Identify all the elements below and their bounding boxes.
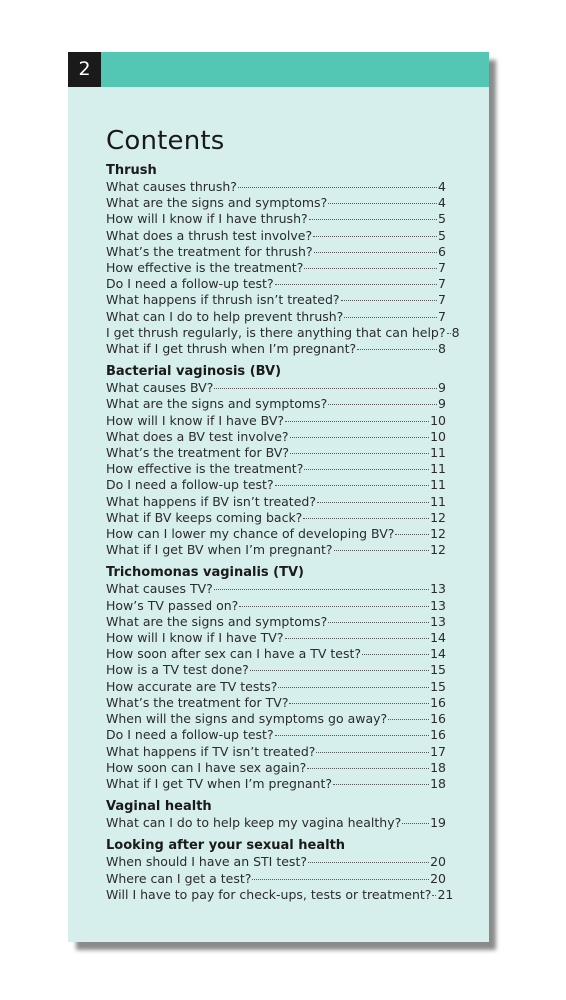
toc-entry[interactable] [106,445,446,461]
dot-leader [285,421,429,422]
toc-entry-page: 8 [451,324,460,340]
toc-entry-question: What does a BV test involve? [106,428,289,444]
toc-list [106,815,446,831]
toc-entry-page: 21 [437,886,454,902]
toc-section [106,837,454,903]
section-title: Looking after your sexual health [106,838,346,854]
toc-entry[interactable] [106,581,446,597]
toc-entry[interactable] [106,711,446,727]
dot-leader [290,437,430,438]
toc-entry-question: How soon can I have sex again? [106,759,307,775]
toc-entry-page: 13 [430,597,446,613]
toc-entry[interactable] [106,815,446,831]
dot-leader [328,622,429,623]
booklet-page [68,52,489,942]
dot-leader [316,752,429,753]
toc-entry-page: 20 [430,854,446,870]
toc-list [106,380,446,558]
toc-entry-page: 10 [430,412,446,428]
toc-entry-page: 9 [438,380,446,396]
section-title: Vaginal health [106,799,212,815]
toc-entry-page: 5 [438,227,446,243]
dot-leader [275,284,437,285]
dot-leader [362,654,429,655]
toc-entry-question: I get thrush regularly, is there anything that can help? [106,324,446,340]
toc-list [106,581,446,792]
toc-entry-page: 20 [430,870,446,886]
toc-entry-question: What causes BV? [106,380,214,396]
toc-entry-page: 12 [430,542,446,558]
toc-entry-question: Do I need a follow-up test? [106,727,274,743]
toc-sections [106,162,460,903]
page-title: Contents [106,126,225,156]
toc-entry-page: 12 [430,509,446,525]
toc-entry[interactable] [106,727,446,743]
toc-entry-page: 8 [438,341,446,357]
toc-entry[interactable] [106,396,446,412]
dot-leader [402,823,429,824]
toc-entry-question: What’s the treatment for thrush? [106,243,313,259]
toc-entry-page: 17 [430,743,446,759]
toc-entry-question: What if I get thrush when I’m pregnant? [106,341,357,357]
toc-entry-question: How effective is the treatment? [106,260,304,276]
toc-entry-page: 18 [430,759,446,775]
toc-entry-question: How will I know if I have thrush? [106,211,308,227]
toc-entry-question: How accurate are TV tests? [106,678,278,694]
dot-leader [388,719,429,720]
dot-leader [250,670,429,671]
toc-entry[interactable] [106,662,446,678]
toc-entry-question: What happens if BV isn’t treated? [106,493,316,509]
toc-entry-question: What are the signs and symptoms? [106,195,328,211]
toc-entry-page: 13 [430,613,446,629]
toc-entry-question: What if I get TV when I’m pregnant? [106,775,332,791]
dot-leader [308,862,429,863]
toc-entry-question: What causes thrush? [106,179,237,194]
toc-section [106,798,446,831]
dot-leader [307,768,429,769]
toc-entry-question: Will I have to pay for check-ups, tests or treatment? [106,886,432,902]
dot-leader [344,317,437,318]
toc-entry-question: How soon after sex can I have a TV test? [106,646,362,662]
toc-entry-question: Do I need a follow-up test? [106,276,274,292]
toc-entry-page: 7 [438,308,446,324]
toc-entry-question: How can I lower my chance of developing BV? [106,526,395,542]
dot-leader [341,300,437,301]
header-bar [68,52,489,87]
toc-entry-question: How is a TV test done? [106,662,249,678]
toc-entry-page: 5 [438,211,446,227]
toc-entry[interactable] [106,380,446,396]
toc-entry[interactable] [106,542,446,558]
toc-entry[interactable] [106,886,454,903]
toc-entry-page: 16 [430,694,446,710]
section-title: Bacterial vaginosis (BV) [106,364,282,380]
dot-leader [275,735,429,736]
toc-entry-page: 7 [438,292,446,308]
toc-entry-page: 4 [438,195,446,211]
toc-entry[interactable] [106,292,446,308]
toc-entry-page: 16 [430,727,446,743]
toc-entry[interactable] [106,510,446,526]
toc-entry-page: 10 [430,428,446,444]
toc-entry[interactable] [106,195,446,211]
toc-entry-page: 11 [430,477,446,493]
toc-entry[interactable] [106,260,446,276]
toc-entry-page: 14 [430,630,446,646]
toc-entry-page: 7 [438,276,446,292]
dot-leader [447,333,451,334]
toc-section [106,162,460,357]
toc-entry-page: 11 [430,445,446,461]
toc-entry[interactable] [106,413,446,429]
dot-leader [285,638,430,639]
dot-leader [252,879,429,880]
toc-entry[interactable] [106,679,446,695]
toc-entry[interactable] [106,244,446,260]
dot-leader [278,687,429,688]
dot-leader [328,404,437,405]
dot-leader [333,784,429,785]
dot-leader [328,203,437,204]
dot-leader [275,485,429,486]
dot-leader [432,895,436,896]
toc-entry-question: What are the signs and symptoms? [106,396,328,412]
toc-entry[interactable] [106,744,446,760]
toc-entry-question: When will the signs and symptoms go away? [106,711,388,727]
dot-leader [304,268,437,269]
dot-leader [290,453,429,454]
toc-entry[interactable] [106,309,446,325]
toc-entry-question: How’s TV passed on? [106,597,239,613]
toc-entry-question: How will I know if I have TV? [106,630,284,646]
toc-entry-question: Do I need a follow-up test? [106,477,274,493]
dot-leader [238,187,437,188]
toc-list [106,854,454,903]
toc-entry-page: 13 [430,581,446,597]
toc-entry-question: How effective is the treatment? [106,461,304,477]
toc-entry[interactable] [106,871,446,887]
dot-leader [395,534,429,535]
toc-entry-page: 4 [438,179,446,194]
toc-entry-page: 19 [430,815,446,831]
toc-entry-page: 6 [438,243,446,259]
toc-entry-page: 9 [438,396,446,412]
toc-entry[interactable] [106,854,446,870]
toc-entry-page: 14 [430,646,446,662]
dot-leader [239,606,429,607]
page-number: 2 [68,52,101,87]
toc-entry-question: What’s the treatment for TV? [106,694,289,710]
toc-entry-question: Where can I get a test? [106,870,252,886]
toc-entry-question: What happens if TV isn’t treated? [106,743,316,759]
toc-entry-question: What can I do to help keep my vagina healthy? [106,815,402,831]
dot-leader [317,502,429,503]
dot-leader [304,469,429,470]
toc-entry-page: 15 [430,678,446,694]
toc-entry-question: What can I do to help prevent thrush? [106,308,344,324]
toc-entry[interactable] [106,760,446,776]
toc-entry[interactable] [106,630,446,646]
dot-leader [309,219,437,220]
toc-entry-page: 18 [430,775,446,791]
toc-entry[interactable] [106,494,446,510]
toc-entry-page: 15 [430,662,446,678]
toc-entry-page: 12 [430,526,446,542]
toc-entry[interactable] [106,228,446,244]
toc-entry-page: 7 [438,260,446,276]
toc-entry-page: 11 [430,493,446,509]
toc-entry[interactable] [106,477,446,493]
toc-section [106,564,446,792]
toc-entry[interactable] [106,341,446,357]
section-title: Trichomonas vaginalis (TV) [106,565,304,581]
toc-entry-page: 11 [430,461,446,477]
toc-entry[interactable] [106,695,446,711]
toc-entry-question: What if BV keeps coming back? [106,509,303,525]
toc-entry[interactable] [106,429,446,445]
contents-body [106,122,460,909]
dot-leader [357,349,437,350]
dot-leader [214,589,429,590]
dot-leader [289,703,429,704]
toc-entry[interactable] [106,324,460,341]
toc-entry-question: What happens if thrush isn’t treated? [106,292,340,308]
toc-section [106,363,446,558]
toc-entry[interactable] [106,461,446,477]
dot-leader [313,236,437,237]
toc-list [106,179,460,357]
dot-leader [214,388,437,389]
toc-entry-page: 16 [430,711,446,727]
dot-leader [314,252,437,253]
toc-entry[interactable] [106,179,446,195]
toc-entry[interactable] [106,526,446,542]
toc-entry-question: What’s the treatment for BV? [106,445,290,461]
toc-entry[interactable] [106,211,446,227]
toc-entry-question: What if I get BV when I’m pregnant? [106,542,333,558]
toc-entry[interactable] [106,614,446,630]
toc-entry[interactable] [106,598,446,614]
toc-entry-question: What does a thrush test involve? [106,227,313,243]
toc-entry[interactable] [106,276,446,292]
toc-entry-question: What causes TV? [106,581,213,597]
toc-entry[interactable] [106,646,446,662]
toc-entry-question: When should I have an STI test? [106,854,307,870]
toc-entry-question: What are the signs and symptoms? [106,613,328,629]
dot-leader [303,518,429,519]
dot-leader [334,550,430,551]
toc-entry-question: How will I know if I have BV? [106,412,285,428]
section-title: Thrush [106,163,157,178]
toc-entry[interactable] [106,776,446,792]
